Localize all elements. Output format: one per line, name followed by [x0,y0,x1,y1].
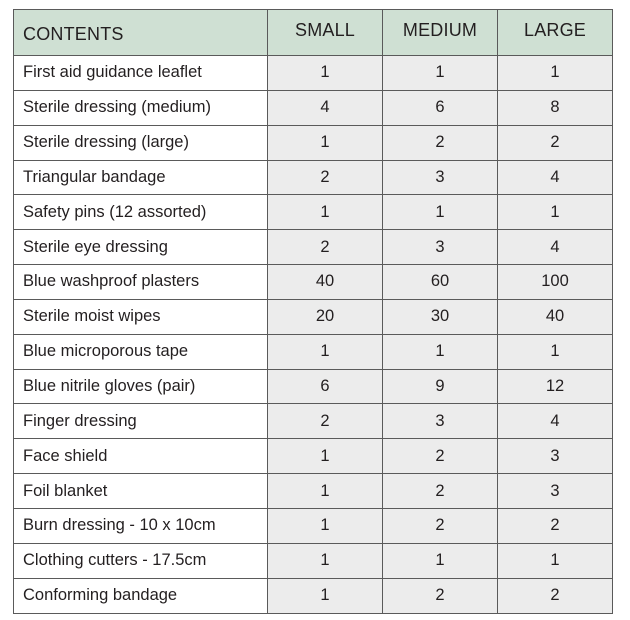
item-name-cell: Face shield [14,439,268,474]
table-row [14,439,613,474]
medium-quantity-cell: 2 [383,474,498,509]
large-quantity-cell: 2 [498,125,613,160]
small-quantity-cell: 1 [268,439,383,474]
medium-quantity-cell: 60 [383,265,498,300]
medium-quantity-cell: 2 [383,578,498,613]
table-body [14,56,613,614]
small-quantity-cell: 1 [268,334,383,369]
medium-quantity-cell: 2 [383,125,498,160]
header-large: LARGE [498,10,613,56]
item-name-cell: Finger dressing [14,404,268,439]
small-quantity-cell: 1 [268,543,383,578]
large-quantity-cell: 2 [498,578,613,613]
medium-quantity-cell: 30 [383,299,498,334]
medium-quantity-cell: 9 [383,369,498,404]
large-quantity-cell: 100 [498,265,613,300]
item-name-cell: Safety pins (12 assorted) [14,195,268,230]
small-quantity-cell: 40 [268,265,383,300]
large-quantity-cell: 40 [498,299,613,334]
table-row [14,299,613,334]
small-quantity-cell: 2 [268,404,383,439]
large-quantity-cell: 1 [498,195,613,230]
item-name-cell: Foil blanket [14,474,268,509]
large-quantity-cell: 1 [498,334,613,369]
medium-quantity-cell: 6 [383,90,498,125]
item-name-cell: Blue washproof plasters [14,265,268,300]
large-quantity-cell: 4 [498,230,613,265]
item-name-cell: Conforming bandage [14,578,268,613]
large-quantity-cell: 3 [498,439,613,474]
header-row [14,10,613,56]
item-name-cell: Blue microporous tape [14,334,268,369]
medium-quantity-cell: 3 [383,160,498,195]
medium-quantity-cell: 3 [383,404,498,439]
small-quantity-cell: 1 [268,125,383,160]
table-header [14,10,613,56]
header-small: SMALL [268,10,383,56]
large-quantity-cell: 12 [498,369,613,404]
small-quantity-cell: 6 [268,369,383,404]
item-name-cell: Sterile moist wipes [14,299,268,334]
header-contents: CONTENTS [14,10,268,56]
medium-quantity-cell: 1 [383,543,498,578]
table-row [14,56,613,91]
small-quantity-cell: 1 [268,578,383,613]
large-quantity-cell: 8 [498,90,613,125]
table-row [14,90,613,125]
table-row [14,369,613,404]
large-quantity-cell: 2 [498,508,613,543]
small-quantity-cell: 1 [268,56,383,91]
table-row [14,474,613,509]
item-name-cell: Sterile dressing (medium) [14,90,268,125]
table-row [14,404,613,439]
table-row [14,230,613,265]
item-name-cell: Sterile eye dressing [14,230,268,265]
table-row [14,508,613,543]
small-quantity-cell: 20 [268,299,383,334]
small-quantity-cell: 4 [268,90,383,125]
first-aid-kit-contents-table [13,9,613,614]
item-name-cell: Sterile dressing (large) [14,125,268,160]
item-name-cell: Blue nitrile gloves (pair) [14,369,268,404]
table-row [14,160,613,195]
small-quantity-cell: 1 [268,474,383,509]
large-quantity-cell: 4 [498,160,613,195]
small-quantity-cell: 1 [268,195,383,230]
large-quantity-cell: 1 [498,56,613,91]
medium-quantity-cell: 2 [383,508,498,543]
small-quantity-cell: 2 [268,230,383,265]
table-row [14,125,613,160]
large-quantity-cell: 1 [498,543,613,578]
item-name-cell: First aid guidance leaflet [14,56,268,91]
table-row [14,543,613,578]
large-quantity-cell: 3 [498,474,613,509]
table-row [14,195,613,230]
table-row [14,578,613,613]
header-medium: MEDIUM [383,10,498,56]
table-row [14,334,613,369]
table-row [14,265,613,300]
item-name-cell: Triangular bandage [14,160,268,195]
medium-quantity-cell: 1 [383,334,498,369]
medium-quantity-cell: 1 [383,56,498,91]
item-name-cell: Burn dressing - 10 x 10cm [14,508,268,543]
item-name-cell: Clothing cutters - 17.5cm [14,543,268,578]
medium-quantity-cell: 2 [383,439,498,474]
small-quantity-cell: 1 [268,508,383,543]
small-quantity-cell: 2 [268,160,383,195]
large-quantity-cell: 4 [498,404,613,439]
medium-quantity-cell: 1 [383,195,498,230]
medium-quantity-cell: 3 [383,230,498,265]
